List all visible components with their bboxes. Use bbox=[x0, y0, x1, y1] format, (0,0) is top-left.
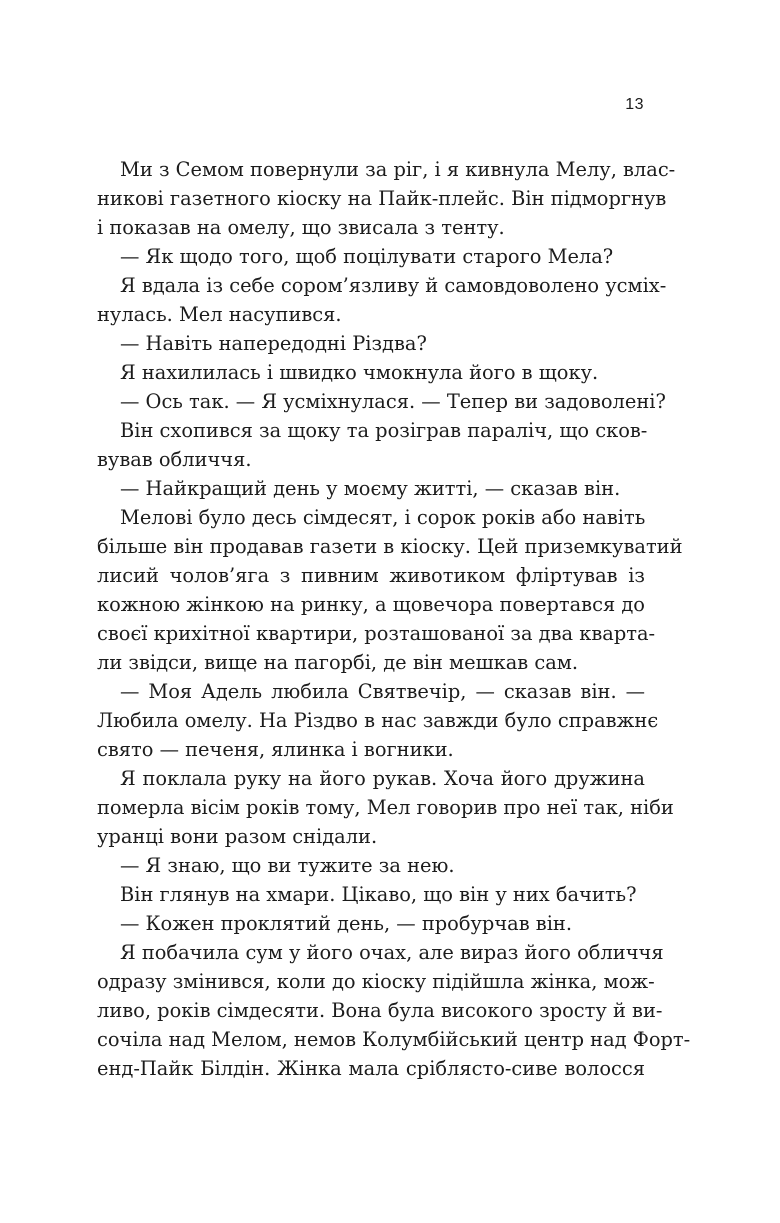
text-line: Ми з Семом повернули за ріг, і я кивнула Мелу, влас- bbox=[120, 158, 676, 181]
text-line: — Ось так. — Я усміхнулася. — Тепер ви задоволені? bbox=[120, 390, 666, 413]
text-line: Любила омелу. На Різдво в нас завжди було справжнє bbox=[97, 709, 659, 732]
text-line: одразу змінився, коли до кіоску підійшла жінка, мож- bbox=[97, 970, 655, 993]
text-line: кожною жінкою на ринку, а щовечора повертався до bbox=[97, 593, 645, 616]
text-line: — Як щодо того, щоб поцілувати старого Мела? bbox=[120, 245, 614, 268]
text-line: Я вдала із себе сором’язливу й самовдоволено усміх- bbox=[120, 274, 667, 297]
text-line: Він глянув на хмари. Цікаво, що він у них бачить? bbox=[120, 883, 637, 906]
page-number: 13 bbox=[625, 96, 644, 113]
text-line: Він схопився за щоку та розіграв параліч, що сков- bbox=[120, 419, 648, 442]
text-line: ли звідси, вище на пагорбі, де він мешкав сам. bbox=[97, 651, 579, 674]
text-line: — Найкращий день у моєму житті, — сказав він. bbox=[120, 477, 621, 500]
text-line: — Кожен проклятий день, — пробурчав він. bbox=[120, 912, 573, 935]
text-line: лисий чолов’яга з пивним животиком фліртував із bbox=[97, 564, 645, 587]
text-line: Я нахилилась і швидко чмокнула його в щоку. bbox=[120, 361, 599, 384]
text-line: вував обличчя. bbox=[97, 448, 252, 471]
text-line: Я поклала руку на його рукав. Хоча його дружина bbox=[120, 767, 645, 790]
text-line: Мелові було десь сімдесят, і сорок років або навіть bbox=[120, 506, 646, 529]
text-line: померла вісім років тому, Мел говорив про неї так, ніби bbox=[97, 796, 674, 819]
text-line: свято — печеня, ялинка і вогники. bbox=[97, 738, 454, 761]
text-line: — Навіть напередодні Різдва? bbox=[120, 332, 427, 355]
text-line: ливо, років сімдесяти. Вона була високого зросту й ви- bbox=[97, 999, 663, 1022]
text-line: нулась. Мел насупився. bbox=[97, 303, 342, 326]
body-text bbox=[97, 155, 691, 1083]
text-line: — Моя Адель любила Святвечір, — сказав він. — bbox=[120, 680, 645, 703]
text-line: і показав на омелу, що звисала з тенту. bbox=[97, 216, 505, 239]
text-line: — Я знаю, що ви тужите за нею. bbox=[120, 854, 455, 877]
text-line: сочіла над Мелом, немов Колумбійський центр над Форт- bbox=[97, 1028, 691, 1051]
text-line: уранці вони разом снідали. bbox=[97, 825, 378, 848]
text-line: никові газетного кіоску на Пайк-плейс. Він підморгнув bbox=[97, 187, 667, 210]
text-line: більше він продавав газети в кіоску. Цей приземкуватий bbox=[97, 535, 683, 558]
text-line: енд-Пайк Білдін. Жінка мала сріблясто-сиве волосся bbox=[97, 1057, 645, 1080]
text-line: своєї крихітної квартири, розташованої за два кварта- bbox=[97, 622, 656, 645]
text-line: Я побачила сум у його очах, але вираз його обличчя bbox=[120, 941, 664, 964]
